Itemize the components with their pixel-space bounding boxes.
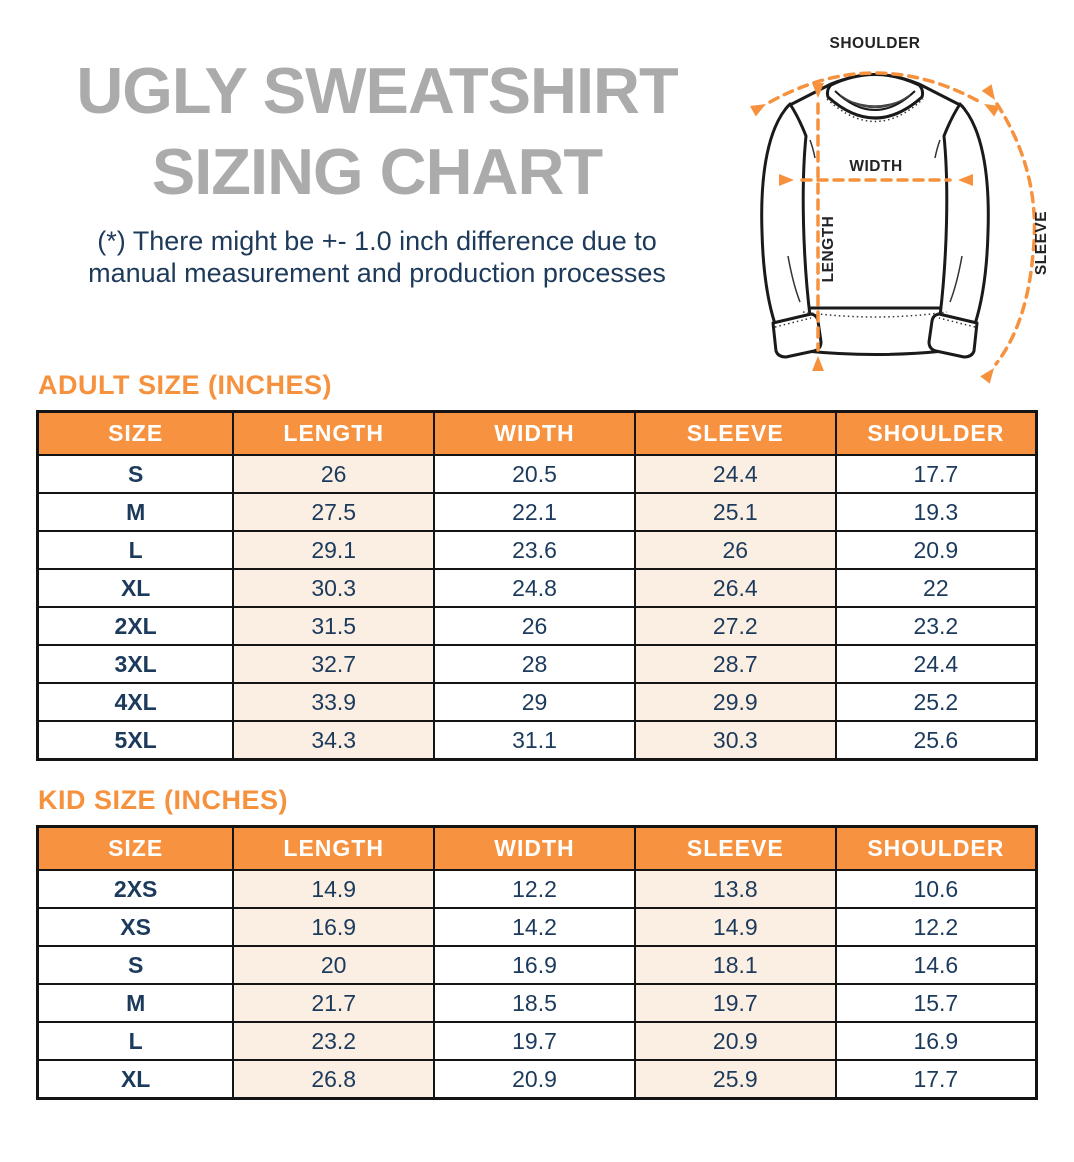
column-header: WIDTH	[434, 827, 635, 871]
size-cell: M	[38, 984, 234, 1022]
column-header: LENGTH	[233, 827, 434, 871]
column-header: WIDTH	[434, 412, 635, 456]
value-cell: 13.8	[635, 870, 836, 908]
disclaimer-line-2: manual measurement and production processes	[88, 258, 666, 289]
size-cell: 3XL	[38, 645, 234, 683]
value-cell: 34.3	[233, 721, 434, 760]
value-cell: 23.6	[434, 531, 635, 569]
sweatshirt-right-sleeve	[940, 104, 988, 324]
column-header: SIZE	[38, 827, 234, 871]
value-cell: 27.5	[233, 493, 434, 531]
value-cell: 15.7	[836, 984, 1037, 1022]
shoulder-label: SHOULDER	[829, 35, 921, 52]
value-cell: 25.6	[836, 721, 1037, 760]
shoulder-arrowhead-right	[981, 99, 1000, 117]
value-cell: 24.4	[635, 455, 836, 493]
table-row	[38, 1060, 1037, 1099]
value-cell: 14.9	[233, 870, 434, 908]
value-cell: 16.9	[233, 908, 434, 946]
table-row	[38, 607, 1037, 645]
size-cell: 2XL	[38, 607, 234, 645]
disclaimer-text	[18, 225, 736, 291]
value-cell: 26	[434, 607, 635, 645]
value-cell: 12.2	[836, 908, 1037, 946]
value-cell: 18.1	[635, 946, 836, 984]
table-row	[38, 531, 1037, 569]
value-cell: 33.9	[233, 683, 434, 721]
value-cell: 26.4	[635, 569, 836, 607]
table-row	[38, 984, 1037, 1022]
value-cell: 14.2	[434, 908, 635, 946]
value-cell: 14.9	[635, 908, 836, 946]
sleeve-arrow	[996, 104, 1035, 364]
size-cell: XL	[38, 1060, 234, 1099]
value-cell: 29	[434, 683, 635, 721]
size-cell: 5XL	[38, 721, 234, 760]
size-cell: L	[38, 1022, 234, 1060]
value-cell: 31.5	[233, 607, 434, 645]
column-header: LENGTH	[233, 412, 434, 456]
tables-section	[36, 370, 1038, 1100]
value-cell: 17.7	[836, 455, 1037, 493]
size-cell: XL	[38, 569, 234, 607]
column-header: SLEEVE	[635, 827, 836, 871]
value-cell: 26.8	[233, 1060, 434, 1099]
value-cell: 20.9	[836, 531, 1037, 569]
size-cell: M	[38, 493, 234, 531]
value-cell: 30.3	[233, 569, 434, 607]
size-cell: 4XL	[38, 683, 234, 721]
table-row	[38, 870, 1037, 908]
table-row	[38, 683, 1037, 721]
value-cell: 14.6	[836, 946, 1037, 984]
value-cell: 19.3	[836, 493, 1037, 531]
length-arrowhead-bottom	[812, 356, 824, 371]
size-cell: S	[38, 455, 234, 493]
value-cell: 24.4	[836, 645, 1037, 683]
size-cell: XS	[38, 908, 234, 946]
width-label: WIDTH	[849, 158, 903, 175]
column-header: SLEEVE	[635, 412, 836, 456]
sweatshirt-svg	[730, 6, 1074, 386]
adult-table-header-row	[38, 412, 1037, 456]
value-cell: 19.7	[434, 1022, 635, 1060]
table-row	[38, 493, 1037, 531]
sleeve-arrowhead-top	[982, 84, 1000, 103]
kid-size-table	[36, 825, 1038, 1100]
value-cell: 19.7	[635, 984, 836, 1022]
shoulder-arrowhead-left	[750, 99, 769, 117]
table-row	[38, 946, 1037, 984]
value-cell: 30.3	[635, 721, 836, 760]
table-row	[38, 1022, 1037, 1060]
value-cell: 16.9	[434, 946, 635, 984]
value-cell: 25.1	[635, 493, 836, 531]
value-cell: 26	[635, 531, 836, 569]
value-cell: 24.8	[434, 569, 635, 607]
kid-size-heading: KID SIZE (INCHES)	[38, 785, 289, 815]
value-cell: 29.1	[233, 531, 434, 569]
value-cell: 29.9	[635, 683, 836, 721]
value-cell: 12.2	[434, 870, 635, 908]
column-header: SIZE	[38, 412, 234, 456]
value-cell: 23.2	[836, 607, 1037, 645]
page-title-line-2: SIZING CHART	[151, 135, 603, 209]
adult-size-heading: ADULT SIZE (INCHES)	[38, 370, 332, 400]
value-cell: 22	[836, 569, 1037, 607]
adult-size-section	[36, 370, 1038, 761]
value-cell: 10.6	[836, 870, 1037, 908]
value-cell: 26	[233, 455, 434, 493]
value-cell: 17.7	[836, 1060, 1037, 1099]
value-cell: 16.9	[836, 1022, 1037, 1060]
kid-size-section	[36, 785, 1038, 1100]
value-cell: 23.2	[233, 1022, 434, 1060]
value-cell: 28.7	[635, 645, 836, 683]
page-title-line-1: UGLY SWEATSHIRT	[76, 54, 678, 127]
sweatshirt-left-sleeve	[762, 104, 810, 324]
kid-table-header-row	[38, 827, 1037, 871]
disclaimer-line-1: (*) There might be +- 1.0 inch difference due to	[97, 225, 657, 256]
value-cell: 20.5	[434, 455, 635, 493]
column-header: SHOULDER	[836, 827, 1037, 871]
value-cell: 32.7	[233, 645, 434, 683]
table-row	[38, 645, 1037, 683]
value-cell: 21.7	[233, 984, 434, 1022]
value-cell: 20.9	[434, 1060, 635, 1099]
title-block	[18, 50, 736, 290]
sweatshirt-right-cuff	[929, 314, 977, 357]
adult-size-table	[36, 410, 1038, 761]
value-cell: 20	[233, 946, 434, 984]
sweatshirt-diagram	[730, 6, 1074, 386]
table-row	[38, 455, 1037, 493]
column-header: SHOULDER	[836, 412, 1037, 456]
table-row	[38, 908, 1037, 946]
value-cell: 25.2	[836, 683, 1037, 721]
size-cell: S	[38, 946, 234, 984]
value-cell: 20.9	[635, 1022, 836, 1060]
size-cell: L	[38, 531, 234, 569]
table-row	[38, 569, 1037, 607]
sleeve-label: SLEEVE	[1033, 210, 1050, 276]
value-cell: 27.2	[635, 607, 836, 645]
value-cell: 25.9	[635, 1060, 836, 1099]
value-cell: 28	[434, 645, 635, 683]
value-cell: 22.1	[434, 493, 635, 531]
value-cell: 18.5	[434, 984, 635, 1022]
length-label: LENGTH	[820, 215, 837, 283]
size-cell: 2XS	[38, 870, 234, 908]
value-cell: 31.1	[434, 721, 635, 760]
sweatshirt-left-cuff	[773, 314, 821, 357]
table-row	[38, 721, 1037, 760]
